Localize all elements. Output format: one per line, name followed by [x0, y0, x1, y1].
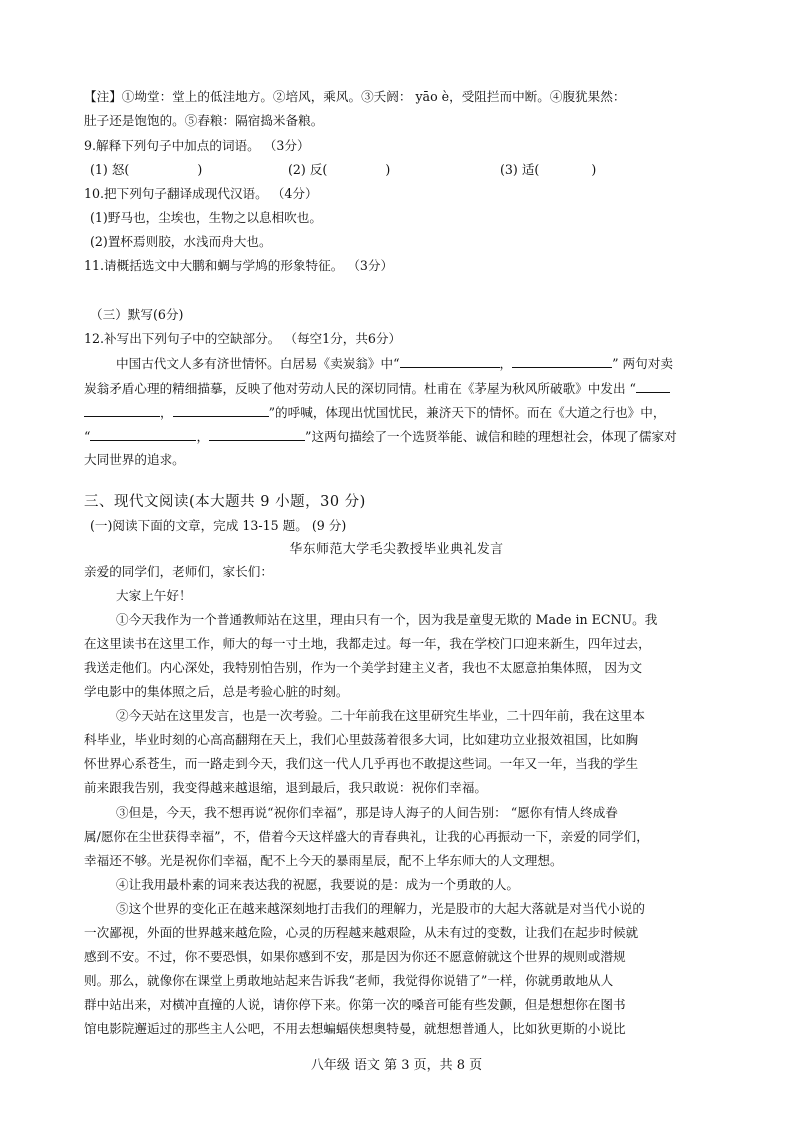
- paragraph-2-line: 怀世界心系苍生，而一路走到今天，我们这一代人几乎再也不敢提这些词。一年又一年，当我的学生: [84, 756, 639, 771]
- question-9-item-2: (2) 反( ): [288, 162, 391, 177]
- question-12-line-3: ， ”的呼喊，体现出忧国忧民，兼济天下的情怀。而在《大道之行也》中，: [84, 403, 665, 422]
- fill-blank-6[interactable]: [209, 427, 305, 441]
- paragraph-2-line: ②今天站在这里发言，也是一次考验。二十年前我在这里研究生毕业，二十四年前，我在这里本: [116, 708, 645, 723]
- paragraph-1-line: 我送走他们。内心深处，我特别怕告别，作为一个美学封建主义者，我也不太愿意拍集体照， 因为文: [84, 660, 643, 675]
- question-9-item-3: (3) 适( ): [500, 162, 597, 177]
- question-10-stem: 10.把下列句子翻译成现代汉语。 （4分）: [84, 186, 318, 201]
- paragraph-1-line: ①今天我作为一个普通教师站在这里，理由只有一个，因为我是童叟无欺的 Made in ECNU。我: [116, 612, 658, 627]
- paragraph-5-line: 一次鄙视，外面的世界越来越危险，心灵的历程越来越艰险，从未有过的变数，让我们在起步时候就: [84, 925, 639, 940]
- article-title: 华东师范大学毛尖教授毕业典礼发言: [289, 542, 504, 557]
- page-footer: 八年级 语文 第 3 页，共 8 页: [310, 1058, 483, 1073]
- fill-blank-5[interactable]: [90, 427, 196, 441]
- paragraph-4: ④让我用最朴素的词来表达我的祝愿，我要说的是：成为一个勇敢的人。: [116, 877, 519, 892]
- note-line-2: 肚子还是饱饱的。⑤舂粮：隔宿捣米备粮。: [84, 113, 324, 128]
- paragraph-2-line: 科毕业，毕业时刻的心高高翻翔在天上，我们心里鼓荡着很多大词，比如建功立业报效祖国，比如胸: [84, 732, 639, 747]
- fill-blank-1[interactable]: [400, 354, 500, 368]
- question-12-line-5: 大同世界的追求。: [84, 452, 185, 467]
- question-10-sentence-2: (2)置杯焉则胶，水浅而舟大也。: [90, 234, 272, 249]
- fill-blank-2[interactable]: [512, 354, 612, 368]
- paragraph-5-line: 则。那么，就像你在课堂上勇敢地站起来告诉我“老师，我觉得你说错了”一样，你就勇敢地从人: [84, 973, 614, 988]
- part-3-heading: （三）默写(6分): [90, 307, 184, 322]
- question-12-stem: 12.补写出下列句子中的空缺部分。 （每空1分，共6分）: [84, 331, 402, 346]
- question-9-stem: 9.解释下列句子中加点的词语。 （3分）: [84, 138, 310, 153]
- paragraph-5-line: 馆电影院邂逅过的那些主人公吧，不用去想蝙蝠侠想奥特曼，就想想普通人，比如狄更斯的小说比: [84, 1021, 626, 1036]
- paragraph-5-line: 感到不安。不过，你不要恐惧，如果你感到不安，那是因为你还不愿意俯就这个世界的规则或潜规: [84, 949, 626, 964]
- question-9-item-1: (1) 怒( ): [90, 162, 203, 177]
- fill-blank-3a[interactable]: [636, 379, 670, 393]
- paragraph-5-line: 群中站出来，对横冲直撞的人说，请你停下来。你第一次的嗓音可能有些发颤，但是想想你在图书: [84, 997, 626, 1012]
- greeting: 亲爱的同学们，老师们，家长们：: [84, 564, 273, 579]
- question-12-line-4: “ ， ”这两句描绘了一个选贤举能、诚信和睦的理想社会，体现了儒家对: [84, 429, 677, 444]
- question-12-line-2: 炭翁矛盾心理的精细描摹，反映了他对劳动人民的深切同情。杜甫在《茅屋为秋风所破歌》中发出 “: [84, 379, 670, 398]
- question-10-sentence-1: (1)野马也，尘埃也，生物之以息相吹也。: [90, 210, 322, 225]
- paragraph-3-line: 幸福还不够。光是祝你们幸福，配不上今天的暴雨星辰，配不上华东师大的人文理想。: [84, 853, 563, 868]
- question-12-line-1: 中国古代文人多有济世情怀。白居易《卖炭翁》中“ ， ” 两句对卖: [116, 356, 673, 371]
- paragraph-1-line: 学电影中的集体照之后，总是考验心脏的时刻。: [84, 684, 349, 699]
- paragraph-2-line: 前来跟我告别，我变得越来越退缩，退到最后，我只敢说：祝你们幸福。: [84, 780, 487, 795]
- note-line-1: 【注】①坳堂：堂上的低洼地方。②培风，乘风。③夭阏： yāo è，受阻拦而中断。④腹犹果然：: [84, 89, 626, 104]
- fill-blank-3b[interactable]: [84, 403, 160, 417]
- question-11-stem: 11.请概括选文中大鹏和蜩与学鸠的形象特征。 （3分）: [84, 258, 394, 273]
- paragraph-1-line: 在这里读书在这里工作，师大的每一寸土地，我都走过。每一年，我在学校门口迎来新生，四年过去，: [84, 636, 651, 651]
- paragraph-5-line: ⑤这个世界的变化正在越来越深刻地打击我们的理解力，光是股市的大起大落就是对当代小说的: [116, 901, 645, 916]
- hello-line: 大家上午好！: [116, 588, 192, 603]
- paragraph-3-line: ③但是，今天，我不想再说“祝你们幸福”，那是诗人海子的人间告别： “愿你有情人终成眷: [116, 805, 618, 820]
- paragraph-3-line: 属/愿你在尘世获得幸福”，不，借着今天这样盛大的青春典礼，让我的心再振动一下，亲爱的同学们，: [84, 829, 649, 844]
- reading-1-instruction: (一)阅读下面的文章，完成 13-15 题。 (9 分): [90, 518, 347, 533]
- fill-blank-4[interactable]: [173, 403, 269, 417]
- section-3-heading: 三、现代文阅读(本大题共 9 小题，30 分): [84, 494, 366, 510]
